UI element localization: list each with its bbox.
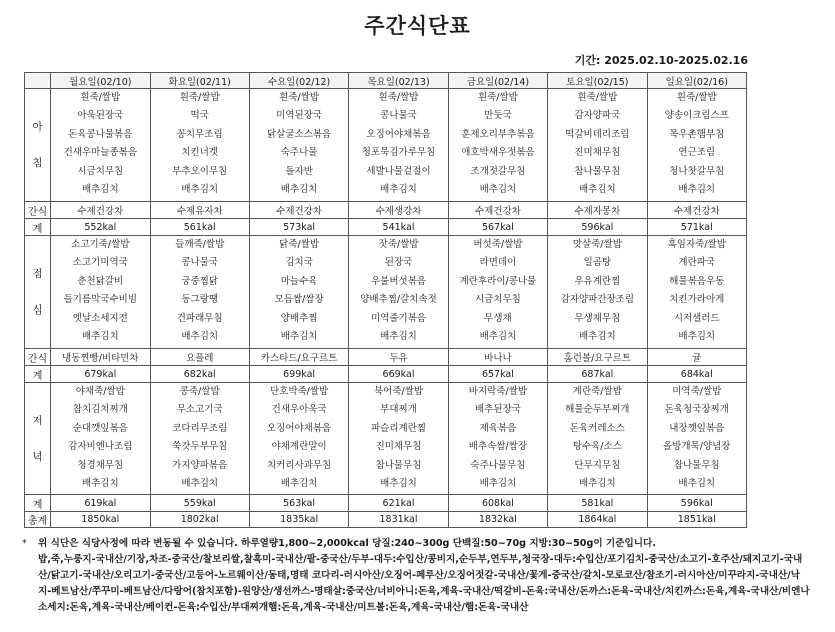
snack-pm-cell: 홈런볼/요구르트 <box>548 349 647 366</box>
menu-item: 배추김치 <box>678 331 716 343</box>
lunch-kcal-cell: 687kal <box>548 366 647 383</box>
menu-item: 단무지무침 <box>574 459 621 471</box>
menu-item: 부대찌개 <box>380 404 417 416</box>
menu-item: 마늘수육 <box>280 275 318 287</box>
menu-item: 배추김치 <box>81 331 119 343</box>
menu-item: 야채죽/쌀밥 <box>75 386 125 397</box>
lunch-label-char: 심 <box>32 304 43 316</box>
menu-item: 버섯죽/쌀밥 <box>473 239 523 250</box>
menu-item: 참치김치찌개 <box>72 404 128 416</box>
menu-item: 배추김치 <box>280 184 318 196</box>
lunch-cell <box>448 236 547 349</box>
menu-item: 참나물무침 <box>574 165 621 177</box>
menu-item: 콩나물국 <box>181 257 219 269</box>
day-header: 목요일(02/13) <box>349 73 448 89</box>
menu-item: 배추김치 <box>678 478 716 490</box>
dinner-label <box>25 383 51 495</box>
lunch-cell <box>249 236 348 349</box>
menu-item: 배추김치 <box>181 478 219 490</box>
snack-pm-cell: 바나나 <box>448 349 547 366</box>
nutrition-note: 위 식단은 식당사정에 따라 변동될 수 있습니다. 하루열량1,800~2,000kcal 당질:240~300g 단백질:50~70g 지방:30~50g이 기준입니다. <box>38 538 656 549</box>
menu-item: 해물순두부찌개 <box>565 404 630 416</box>
menu-item: 닭죽/쌀밥 <box>279 239 320 250</box>
menu-item: 시금치무침 <box>77 165 124 177</box>
menu-item: 파슬리계란찜 <box>370 422 427 434</box>
menu-item: 시저샐러드 <box>673 312 720 324</box>
snack-pm-row <box>25 349 747 366</box>
menu-item: 세발나물겉절이 <box>366 165 431 177</box>
menu-item: 닭살굴소스볶음 <box>266 128 332 140</box>
dinner-kcal-cell: 596kal <box>647 495 746 512</box>
menu-item: 숙주나물 <box>280 147 318 159</box>
dinner-kcal-cell: 621kal <box>349 495 448 512</box>
daily-total-cell: 1831kal <box>349 512 448 528</box>
menu-item: 배추김치 <box>181 331 219 343</box>
menu-item: 흑임자죽/쌀밥 <box>667 239 726 250</box>
menu-item: 돈육콩나물볶음 <box>68 128 133 140</box>
dinner-cell <box>647 383 746 495</box>
snack-am-cell: 수제건강차 <box>448 202 547 219</box>
menu-item: 무생채 <box>484 312 512 324</box>
menu-item: 가지양파볶음 <box>172 459 228 471</box>
day-header: 토요일(02/15) <box>548 73 647 89</box>
menu-item: 된장국 <box>384 257 413 269</box>
dinner-kcal-cell: 619kal <box>51 495 150 512</box>
dinner-label-char: 녁 <box>32 450 43 463</box>
lunch-kcal-cell: 657kal <box>448 366 547 383</box>
snack-am-cell: 수제유자차 <box>150 202 249 219</box>
lunch-kcal-label: 계 <box>25 366 51 383</box>
menu-item: 참나물무침 <box>375 459 422 471</box>
menu-item: 목우촌햄부침 <box>669 128 725 140</box>
menu-item: 진미채무침 <box>574 147 621 159</box>
breakfast-cell <box>51 89 150 202</box>
menu-item: 김치국 <box>285 257 313 269</box>
snack-pm-cell: 냉동찐빵/비타민차 <box>51 349 150 366</box>
breakfast-cell <box>448 89 547 202</box>
daily-total-cell: 1835kal <box>249 512 348 528</box>
dinner-kcal-cell: 559kal <box>150 495 249 512</box>
menu-item: 무소고기국 <box>176 404 223 416</box>
menu-item: 야채계란말이 <box>271 441 327 453</box>
snack-am-cell: 수제생강차 <box>349 202 448 219</box>
breakfast-kcal-cell: 596kal <box>548 219 647 236</box>
menu-item: 소고기미역국 <box>72 257 128 269</box>
snack-am-cell: 수제건강차 <box>249 202 348 219</box>
daily-total-cell: 1802kal <box>150 512 249 528</box>
menu-item: 배추속쌈/쌈장 <box>468 441 528 453</box>
menu-item: 떡갈비데리조림 <box>565 128 630 140</box>
dinner-cell <box>548 383 647 495</box>
menu-item: 꽁치무조림 <box>176 128 223 140</box>
menu-item: 라면데이 <box>479 257 517 269</box>
menu-item: 아욱된장국 <box>77 110 124 122</box>
menu-item: 배추김치 <box>81 184 119 196</box>
snack-pm-label: 간식 <box>25 349 51 366</box>
breakfast-cell <box>647 89 746 202</box>
menu-item: 연근조림 <box>678 147 716 159</box>
menu-item: 들기름막국수비빔 <box>63 294 137 306</box>
menu-item: 조개젓갈무침 <box>470 165 526 177</box>
day-header: 월요일(02/10) <box>51 73 150 89</box>
menu-item: 참나물무침 <box>673 459 720 471</box>
menu-item: 배추김치 <box>479 184 517 196</box>
snack-pm-cell: 카스타드/요구르트 <box>249 349 348 366</box>
day-header: 금요일(02/14) <box>448 73 547 89</box>
menu-item: 청경채무침 <box>77 459 124 471</box>
daily-total-cell: 1850kal <box>51 512 150 528</box>
menu-item: 양배추찜 <box>280 312 318 324</box>
menu-item: 시금치무침 <box>474 294 521 306</box>
lunch-cell <box>150 236 249 349</box>
menu-item: 엣날소세지전 <box>72 312 128 324</box>
menu-item: 배추김치 <box>479 331 517 343</box>
menu-item: 감자비엔나조림 <box>68 441 133 453</box>
breakfast-row <box>25 89 747 202</box>
dinner-label-char: 저 <box>32 414 43 427</box>
lunch-cell <box>548 236 647 349</box>
lunch-row <box>25 236 747 349</box>
menu-item: 치킨가라아게 <box>669 294 725 306</box>
menu-item: 계란파국 <box>678 257 716 269</box>
menu-item: 양송이크림스프 <box>664 110 729 122</box>
lunch-cell <box>349 236 448 349</box>
lunch-label <box>25 236 51 349</box>
breakfast-cell <box>349 89 448 202</box>
snack-am-cell: 수제건강차 <box>647 202 746 219</box>
menu-item: 청포묵김가루무침 <box>361 147 436 159</box>
menu-item: 계란죽/쌀밥 <box>572 386 622 397</box>
menu-item: 흰죽/쌀밥 <box>179 92 220 103</box>
menu-item: 계란후라이/콩나물 <box>459 275 537 287</box>
menu-item: 일곰탕 <box>583 257 612 269</box>
menu-item: 치커리사과무침 <box>266 459 332 471</box>
menu-item: 단호박죽/쌀밥 <box>269 386 329 397</box>
menu-item: 돈육커레소스 <box>569 422 625 434</box>
menu-item: 청나찻갈무침 <box>669 165 725 177</box>
menu-item: 오징어야채볶음 <box>366 128 431 140</box>
dinner-kcal-cell: 608kal <box>448 495 547 512</box>
snack-pm-cell: 두유 <box>349 349 448 366</box>
menu-item: 오징어야채볶음 <box>266 422 332 434</box>
menu-item: 순대깻잎볶음 <box>72 422 128 434</box>
menu-item: 코다리무조림 <box>172 422 228 434</box>
breakfast-kcal-cell: 561kal <box>150 219 249 236</box>
menu-notes <box>22 536 812 616</box>
menu-item: 잣죽/쌀밥 <box>378 239 419 250</box>
breakfast-kcal-cell: 573kal <box>249 219 348 236</box>
menu-item: 콩죽/쌀밥 <box>179 386 220 397</box>
menu-item: 애호박새우젓볶음 <box>461 147 535 159</box>
menu-item: 배추김치 <box>678 184 716 196</box>
menu-item: 떡국 <box>190 110 209 122</box>
breakfast-kcal-cell: 552kal <box>51 219 150 236</box>
menu-item: 쑥갓두부무침 <box>172 441 228 453</box>
menu-item: 우불버섯볶음 <box>370 275 427 287</box>
dinner-cell <box>249 383 348 495</box>
daily-total-row <box>25 512 747 528</box>
day-header: 수요일(02/12) <box>249 73 348 89</box>
menu-item: 배추된장국 <box>474 404 521 416</box>
day-header: 일요일(02/16) <box>647 73 746 89</box>
dinner-kcal-label: 계 <box>25 495 51 512</box>
breakfast-kcal-row <box>25 219 747 236</box>
menu-item: 미역된장국 <box>276 110 323 122</box>
menu-item: 배추김치 <box>380 478 417 490</box>
lunch-kcal-cell: 679kal <box>51 366 150 383</box>
menu-item: 춘천닭갈비 <box>77 275 124 287</box>
menu-item: 궁중찜닭 <box>181 275 219 287</box>
menu-item: 감자양파국 <box>574 110 621 122</box>
menu-item: 만둣국 <box>484 110 512 122</box>
menu-item: 부추오이무침 <box>172 165 228 177</box>
menu-item: 우유계란찜 <box>574 275 621 287</box>
menu-item: 콩나물국 <box>380 110 417 122</box>
dinner-cell <box>349 383 448 495</box>
menu-item: 배추김치 <box>280 331 318 343</box>
menu-item: 동그랑땡 <box>181 294 219 306</box>
menu-item: 배추김치 <box>81 478 119 490</box>
menu-item: 탕수육/소스 <box>572 441 622 453</box>
menu-item: 올방개묵/양념장 <box>663 441 731 453</box>
menu-item: 돌자반 <box>285 165 313 177</box>
snack-am-label: 간식 <box>25 202 51 219</box>
breakfast-cell <box>150 89 249 202</box>
weekly-menu-table <box>24 72 747 528</box>
dinner-cell <box>448 383 547 495</box>
dinner-kcal-cell: 563kal <box>249 495 348 512</box>
menu-item: 내장깻잎볶음 <box>669 422 725 434</box>
menu-item: 돈육청국장찌개 <box>664 404 729 416</box>
menu-item: 흰죽/쌀밥 <box>577 92 618 103</box>
page-title: 주간식단표 <box>364 14 471 38</box>
menu-item: 미역죽/쌀밥 <box>672 386 722 397</box>
lunch-kcal-cell: 684kal <box>647 366 746 383</box>
breakfast-cell <box>249 89 348 202</box>
menu-item: 배추김치 <box>181 184 219 196</box>
dinner-cell <box>150 383 249 495</box>
breakfast-kcal-label: 계 <box>25 219 51 236</box>
menu-item: 진미채무침 <box>375 441 422 453</box>
menu-item: 배추김치 <box>578 478 616 490</box>
menu-item: 흰죽/쌀밥 <box>279 92 320 103</box>
snack-am-row <box>25 202 747 219</box>
menu-item: 해물볶음우동 <box>669 275 725 287</box>
dinner-kcal-row <box>25 495 747 512</box>
menu-item: 치킨너겟 <box>181 147 219 159</box>
snack-am-cell: 수제건강차 <box>51 202 150 219</box>
origin-note: 밥,죽,누룽지-국내산/기장,차조-중국산/찰보리쌀,찰흑미-국내산/팥-중국산/두부-대두:수입산/콩비지,순두부,연두부,청국장-대두:수입산/포기김치-중국산/소고기-호주산/돼지고기-국내산/닭고기-국내산/오리고기-중국산/고등어-노르웨이산/동태,명태 코다리-러시아산/오징어-페루산/오징어젓갈-국내산/꽃게-중국산/갈치-모로코산/참조기-러시아산/미꾸라지-국내산/낙지-베트남산/쭈꾸미-베트남산/다랑어(참치포함)-원양산/생선까스-명태살:중국산/너비아니:돈육,계육-국내산/떡갈비-돈육:국내산/돈까스:돈육-국내산/치킨까스:돈육,계육-국내산/비엔나소세지:돈육,계육-국내산/베이컨-돈육:수입산/부대찌개햄:돈육,계육-국내산/미트볼:돈육,계육-국내산/햄:돈육-국내산 <box>38 554 810 613</box>
header-row <box>25 73 747 89</box>
menu-item: 맛살죽/쌀밥 <box>572 239 622 250</box>
lunch-cell <box>647 236 746 349</box>
breakfast-kcal-cell: 541kal <box>349 219 448 236</box>
menu-period: 기간: 2025.02.10-2025.02.16 <box>574 54 748 67</box>
daily-total-cell: 1851kal <box>647 512 746 528</box>
lunch-label-char: 점 <box>32 268 43 280</box>
menu-item: 건새우마늘종볶음 <box>63 147 137 159</box>
dinner-kcal-cell: 581kal <box>548 495 647 512</box>
lunch-kcal-cell: 699kal <box>249 366 348 383</box>
menu-item: 흰죽/쌀밥 <box>80 92 121 103</box>
breakfast-kcal-cell: 567kal <box>448 219 547 236</box>
menu-item: 바지락죽/쌀밥 <box>468 386 528 397</box>
menu-item: 배추김치 <box>479 478 517 490</box>
lunch-kcal-cell: 682kal <box>150 366 249 383</box>
menu-item: 소고기죽/쌀밥 <box>71 239 130 250</box>
menu-item: 훈제오리부추볶음 <box>461 128 535 140</box>
menu-item: 양배추찜/갈치속젓 <box>360 294 437 306</box>
breakfast-label <box>25 89 51 202</box>
lunch-kcal-cell: 669kal <box>349 366 448 383</box>
snack-am-cell: 수제자몽차 <box>548 202 647 219</box>
daily-total-label: 총계 <box>25 512 51 528</box>
menu-item: 들깨죽/쌀밥 <box>175 239 225 250</box>
dinner-cell <box>51 383 150 495</box>
breakfast-label-char: 침 <box>32 157 43 169</box>
menu-item: 배추김치 <box>578 184 616 196</box>
menu-item: 제육볶음 <box>479 422 517 434</box>
menu-item: 건파래무침 <box>176 312 223 324</box>
snack-pm-cell: 요플레 <box>150 349 249 366</box>
daily-total-cell: 1864kal <box>548 512 647 528</box>
menu-item: 미역줄기볶음 <box>370 312 427 324</box>
menu-item: 흰죽/쌀밥 <box>378 92 419 103</box>
menu-item: 숙주나물무침 <box>470 459 526 471</box>
menu-item: 건새우아욱국 <box>271 404 327 416</box>
menu-item: 모듬쌈/쌈장 <box>274 294 324 306</box>
menu-item: 감자양파간장조림 <box>560 294 635 306</box>
menu-item: 흰죽/쌀밥 <box>477 92 518 103</box>
menu-item: 배추김치 <box>380 184 417 196</box>
menu-item: 흰죽/쌀밥 <box>676 92 717 103</box>
breakfast-label-char: 아 <box>32 121 43 133</box>
breakfast-cell <box>548 89 647 202</box>
menu-item: 배추김치 <box>380 331 417 343</box>
menu-item: 북어죽/쌀밥 <box>373 386 424 397</box>
daily-total-cell: 1832kal <box>448 512 547 528</box>
lunch-kcal-row <box>25 366 747 383</box>
dinner-row <box>25 383 747 495</box>
menu-item: 배추김치 <box>578 331 616 343</box>
menu-item: 무생채무침 <box>574 312 621 324</box>
note-marker: * <box>22 538 27 549</box>
lunch-cell <box>51 236 150 349</box>
snack-pm-cell: 귤 <box>647 349 746 366</box>
breakfast-kcal-cell: 571kal <box>647 219 746 236</box>
menu-item: 배추김치 <box>280 478 318 490</box>
corner-cell <box>25 73 51 89</box>
day-header: 화요일(02/11) <box>150 73 249 89</box>
